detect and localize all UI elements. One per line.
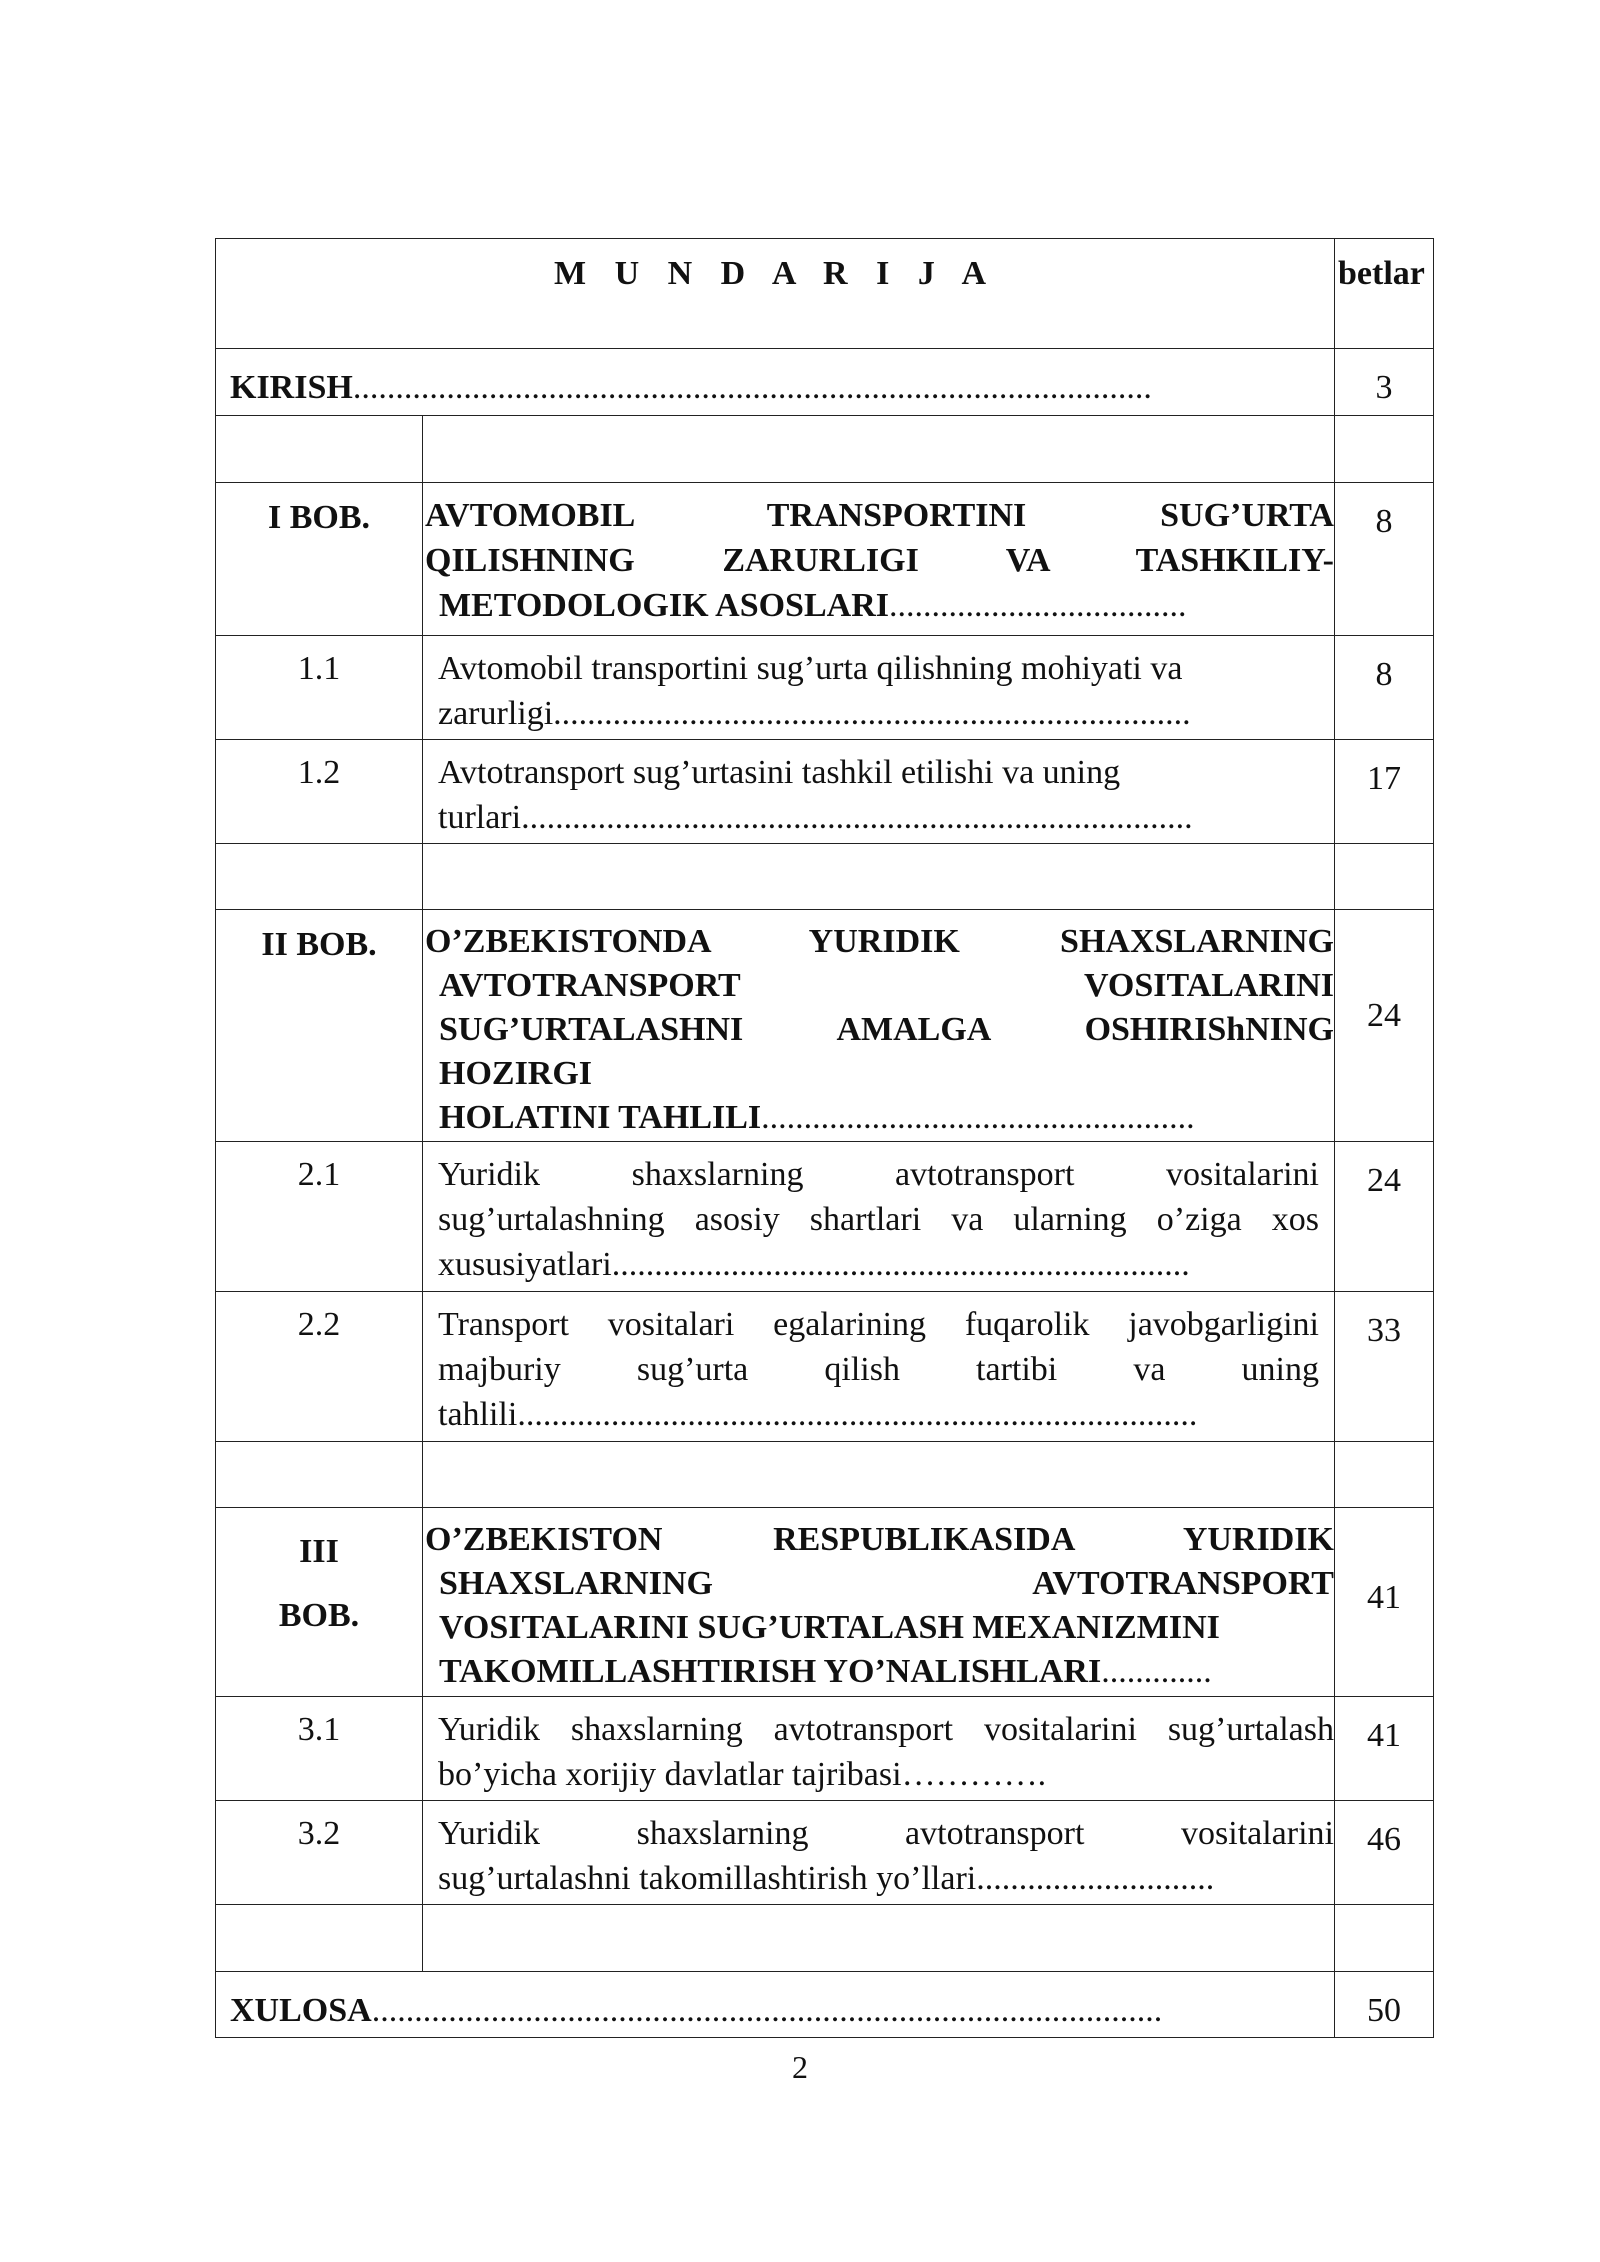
conclusion-entry	[216, 1972, 1335, 2038]
chapter-label: III BOB.	[216, 1508, 423, 1697]
section-number: 2.2	[216, 1292, 423, 1442]
chapter-page: 41	[1335, 1508, 1434, 1697]
section-row	[216, 1697, 1434, 1801]
section-number: 1.1	[216, 636, 423, 740]
section-page: 33	[1335, 1292, 1434, 1442]
section-number: 3.1	[216, 1697, 423, 1801]
toc-title: M U N D A R I J A	[216, 239, 1335, 349]
section-title: Yuridik shaxslarning avtotransport vositalarini sug’urtalashning asosiy shartlari va ularning o’ziga xos xususiyatlari....................................................................	[423, 1142, 1335, 1292]
section-number: 3.2	[216, 1801, 423, 1905]
chapter-row	[216, 910, 1434, 1142]
chapter-title: O’ZBEKISTONDA YURIDIK SHAXSLARNING AVTOTRANSPORT VOSITALARINI SUG’URTALASHNI AMALGA OSHIRIShNING HOZIRGI HOLATINI TAHLILI...................................................	[423, 910, 1335, 1142]
section-row	[216, 1142, 1434, 1292]
section-page: 46	[1335, 1801, 1434, 1905]
section-title: Avtomobil transportini sug’urta qilishning mohiyati va zarurligi...........................................................................	[423, 636, 1335, 740]
section-title: Transport vositalari egalarining fuqarolik javobgarligini majburiy sug’urta qilish tartibi va uning tahlili................................................................................	[423, 1292, 1335, 1442]
chapter-row	[216, 483, 1434, 636]
chapter-label: II BOB.	[216, 910, 423, 1142]
section-number: 1.2	[216, 740, 423, 844]
section-row	[216, 740, 1434, 844]
spacer-row	[216, 1442, 1434, 1508]
chapter-label: I BOB.	[216, 483, 423, 636]
intro-entry	[216, 349, 1335, 416]
section-page: 24	[1335, 1142, 1434, 1292]
chapter-page: 8	[1335, 483, 1434, 636]
section-page: 8	[1335, 636, 1434, 740]
pages-column-header: betlar	[1335, 239, 1434, 349]
spacer-row	[216, 844, 1434, 910]
spacer-row	[216, 1905, 1434, 1972]
conclusion-row	[216, 1972, 1434, 2038]
intro-row	[216, 349, 1434, 416]
table-of-contents	[215, 238, 1434, 2038]
section-row	[216, 1292, 1434, 1442]
section-row	[216, 1801, 1434, 1905]
chapter-row	[216, 1508, 1434, 1697]
spacer-row	[216, 416, 1434, 483]
chapter-title: AVTOMOBIL TRANSPORTINI SUG’URTA QILISHNING ZARURLIGI VA TASHKILIY- METODOLOGIK ASOSLARI...................................	[423, 483, 1335, 636]
chapter-page: 24	[1335, 910, 1434, 1142]
section-title: Yuridik shaxslarning avtotransport vositalarini sug’urtalash bo’yicha xorijiy davlatlar tajribasi………….	[423, 1697, 1335, 1801]
section-number: 2.1	[216, 1142, 423, 1292]
section-page: 41	[1335, 1697, 1434, 1801]
chapter-title: O’ZBEKISTON RESPUBLIKASIDA YURIDIK SHAXSLARNING AVTOTRANSPORT VOSITALARINI SUG’URTALASH MEXANIZMINI TAKOMILLASHTIRISH YO’NALISHLARI.............	[423, 1508, 1335, 1697]
toc-header-row	[216, 239, 1434, 349]
section-page: 17	[1335, 740, 1434, 844]
intro-label: KIRISH	[230, 369, 353, 406]
conclusion-dots: .............................................................................................	[371, 1992, 1163, 2029]
section-row	[216, 636, 1434, 740]
intro-dots: ..............................................................................................	[352, 369, 1152, 406]
section-title: Yuridik shaxslarning avtotransport vositalarini sug’urtalashni takomillashtirish yo’llari............................	[423, 1801, 1335, 1905]
page-number: 2	[792, 2049, 808, 2085]
conclusion-page: 50	[1335, 1972, 1434, 2038]
conclusion-label: XULOSA	[230, 1992, 372, 2029]
intro-page: 3	[1335, 349, 1434, 416]
section-title: Avtotransport sug’urtasini tashkil etilishi va uning turlari...............................................................................	[423, 740, 1335, 844]
